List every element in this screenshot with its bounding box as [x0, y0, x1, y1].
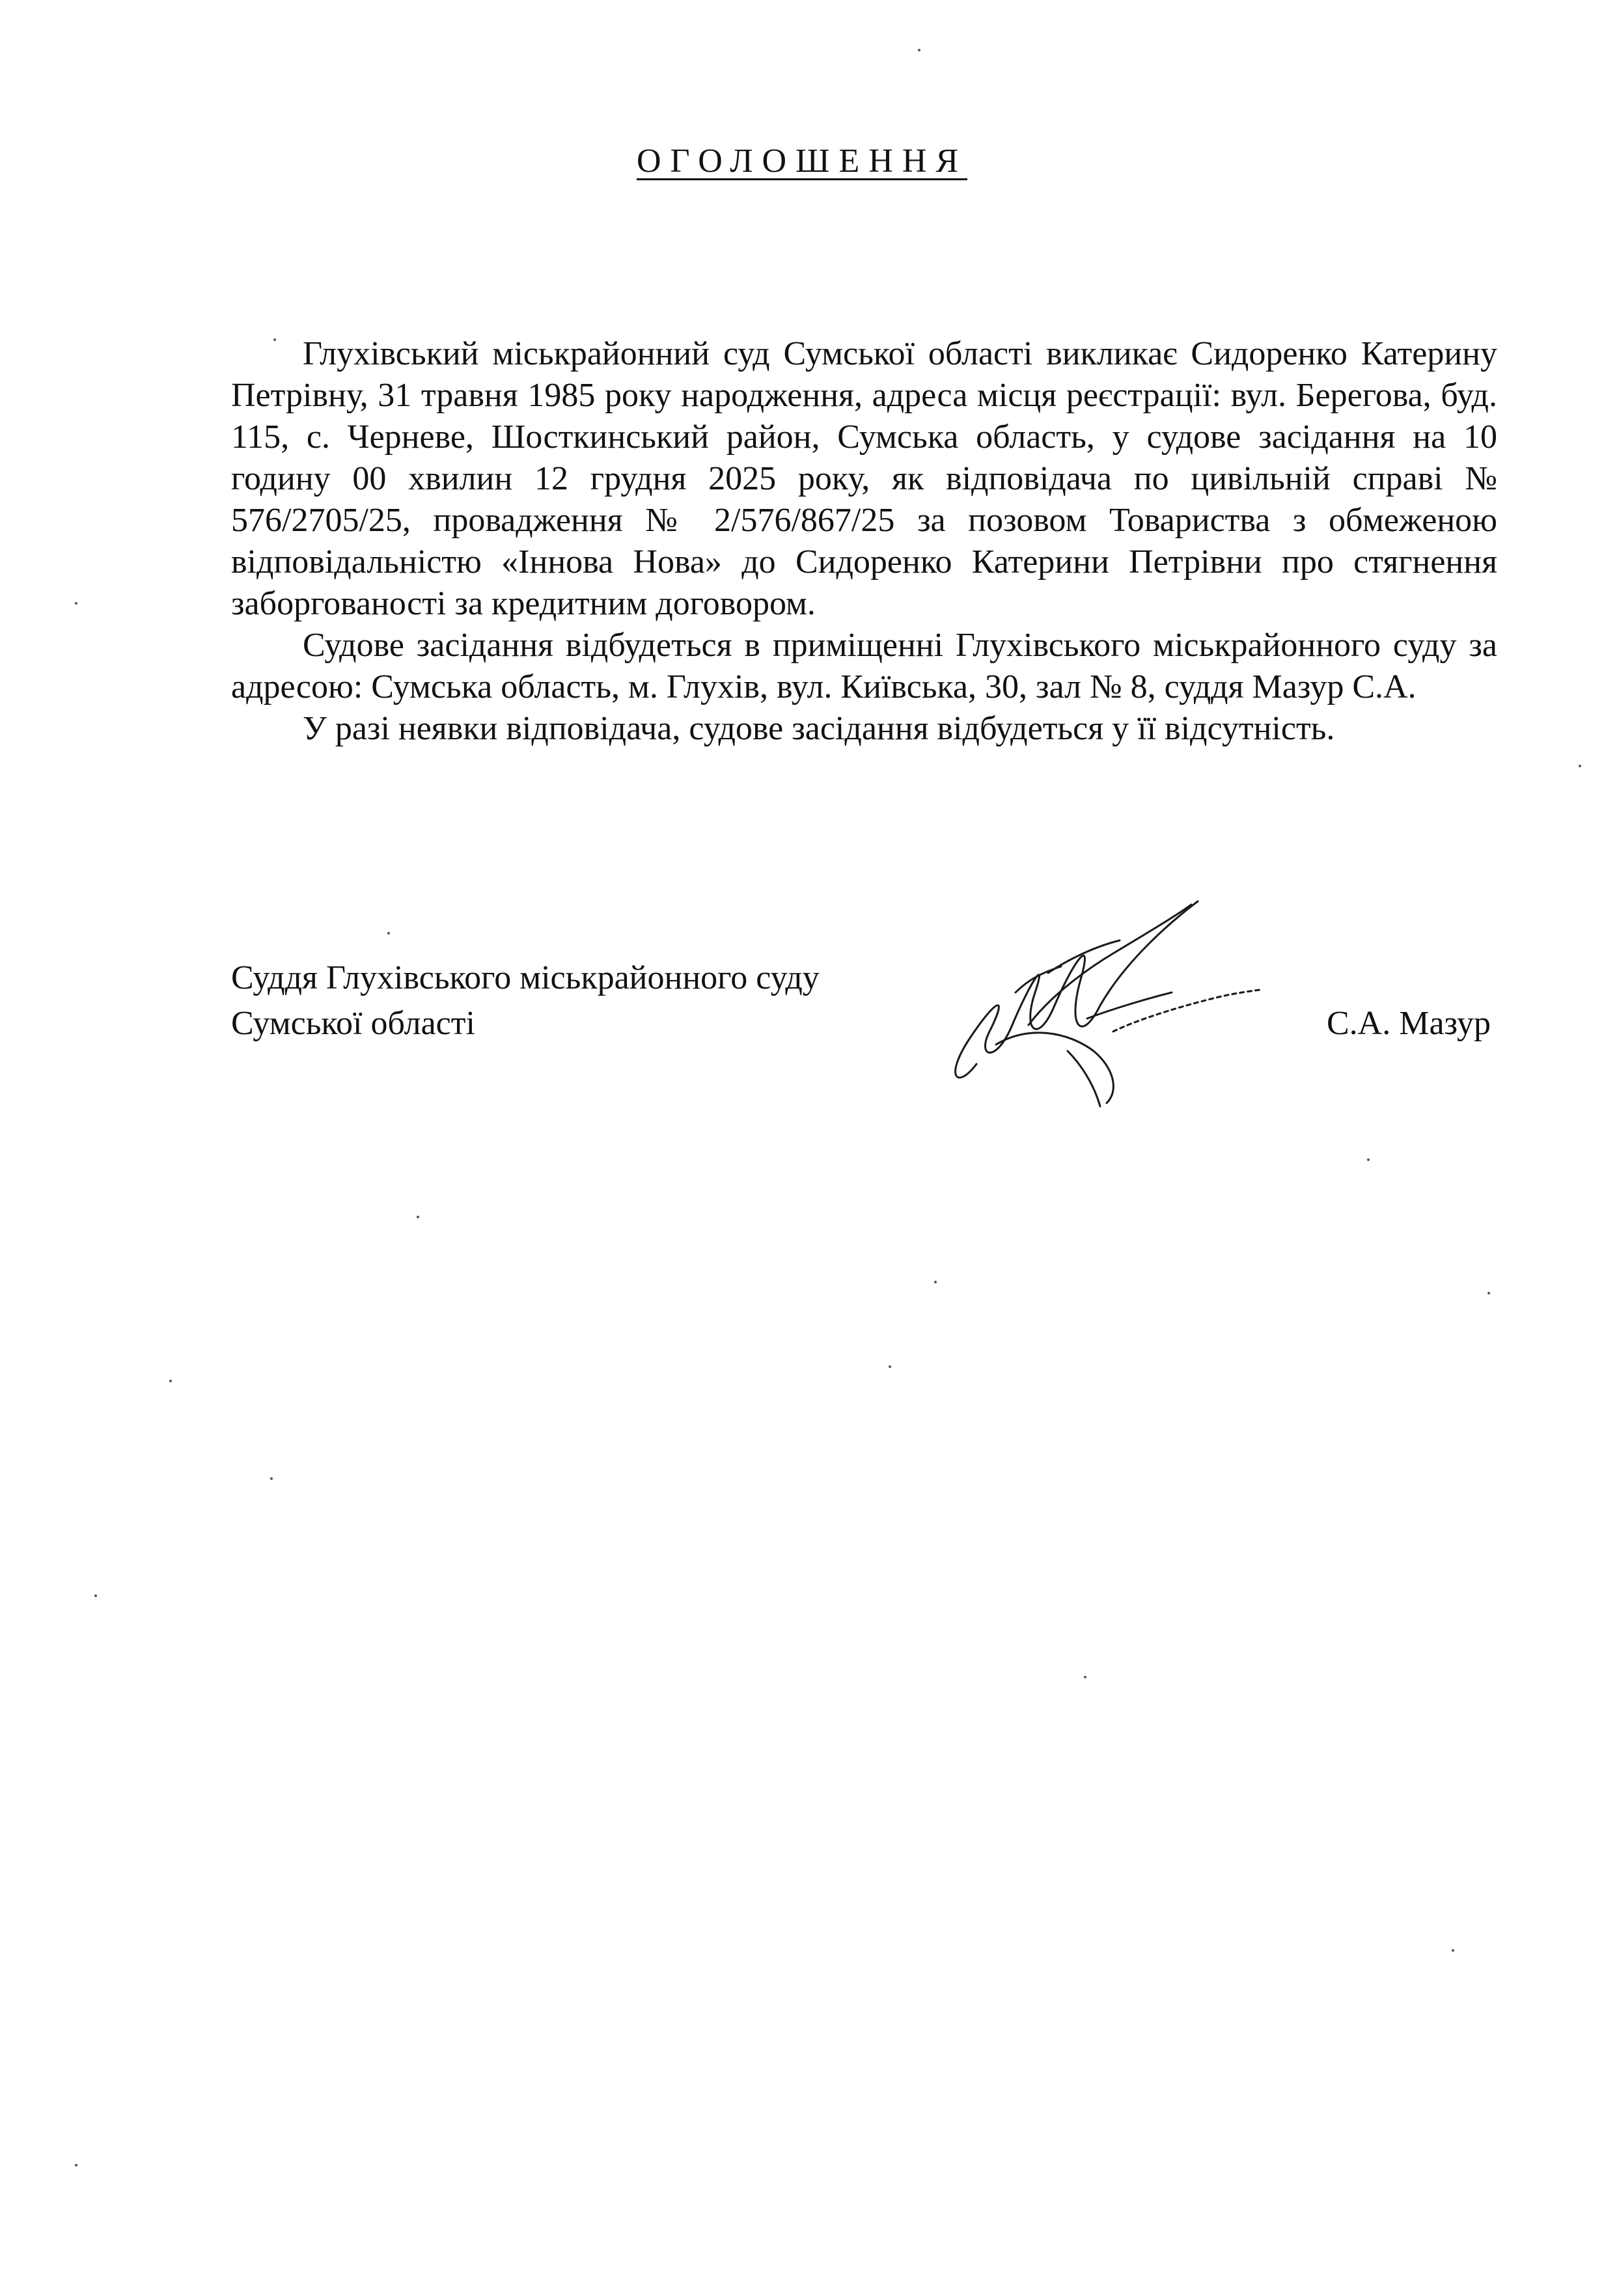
scan-speck [417, 1216, 419, 1218]
scan-speck [1452, 1949, 1454, 1952]
scan-speck [387, 932, 390, 935]
document-body [231, 333, 1497, 750]
scan-speck [918, 49, 920, 51]
scan-speck [1579, 765, 1581, 767]
paragraph-venue: Судове засідання відбудеться в приміщенні Глухівського міськрайонного суду за адресою: Сумська область, м. Глухів, вул. Київська, 30, зал № 8, суддя Мазур С.А. [231, 627, 1497, 705]
scan-speck [169, 1380, 172, 1382]
signer-position-line1: Суддя Глухівського міськрайонного суду [231, 959, 820, 996]
scan-speck [1084, 1676, 1086, 1678]
signer-name: С.А. Мазур [1326, 1005, 1491, 1042]
signer-position [231, 955, 820, 1046]
paragraph-summons: Глухівський міськрайонний суд Сумської області викликає Сидоренко Катерину Петрівну, 31 травня 1985 року народження, адреса місця реєстрації: вул. Берегова, буд. 115, с. Черневе, Шосткинський район, Сумська область, у судове засідання на 10 годину 00 хвилин 12 грудня 2025 року, як відповідача по цивільній справі № 576/2705/25, провадження № 2/576/867/25 за позовом Товариства з обмеженою відповідальністю «Іннова Нова» до Сидоренко Катерини Петрівни про стягнення заборгованості за кредитним договором. [231, 335, 1497, 622]
paragraph-absence: У разі неявки відповідача, судове засідання відбудеться у її відсутність. [303, 710, 1335, 747]
scan-speck [1487, 1292, 1490, 1294]
scan-speck [1367, 1158, 1370, 1161]
scan-speck [75, 2164, 77, 2166]
scan-speck [273, 338, 276, 341]
scan-speck [934, 1281, 937, 1283]
scan-speck [889, 1365, 891, 1368]
handwritten-signature-icon [898, 895, 1263, 1110]
signer-position-line2: Сумської області [231, 1005, 475, 1042]
scan-speck [75, 602, 77, 605]
scan-speck [94, 1594, 97, 1597]
scan-speck [270, 1477, 273, 1480]
document-title: ОГОЛОШЕННЯ [636, 143, 968, 180]
